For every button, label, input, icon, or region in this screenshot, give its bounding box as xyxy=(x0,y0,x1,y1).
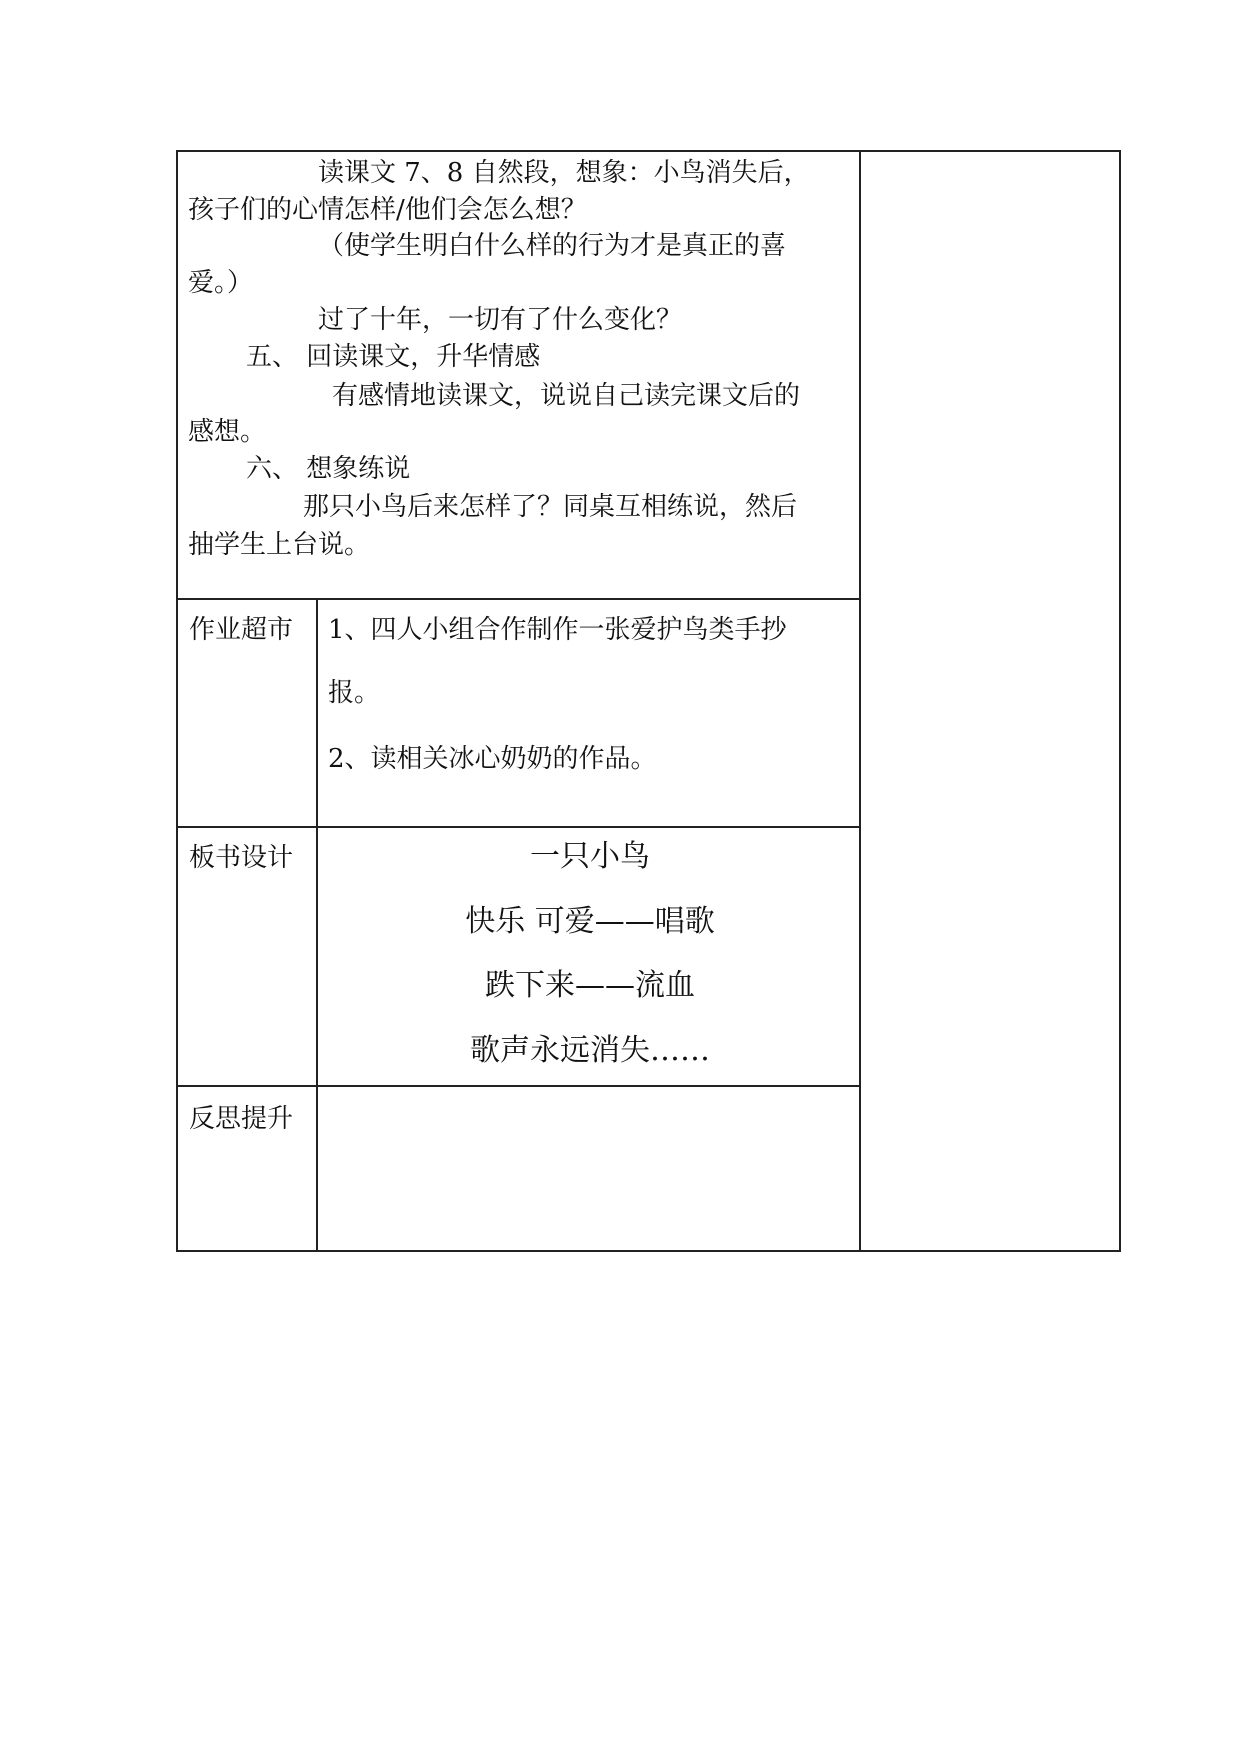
table-row-divider-3 xyxy=(176,1085,861,1087)
section-heading-6: 六、 想象练说 xyxy=(246,454,411,484)
lesson-paragraph-4-line-2: 感想。 xyxy=(188,417,267,447)
lesson-paragraph-4-line-1: 有感情地读课文，说说自己读完课文后的 xyxy=(332,381,801,411)
board-line-3: 跌下来——流血 xyxy=(485,968,695,1003)
reflection-label: 反思提升 xyxy=(189,1104,294,1134)
homework-item-1-line-1: 1、四人小组合作制作一张爱护鸟类手抄 xyxy=(328,615,787,645)
lesson-paragraph-1-line-1: 读课文 7、8 自然段，想象：小鸟消失后， xyxy=(318,158,810,188)
board-line-2: 快乐 可爱——唱歌 xyxy=(465,904,715,939)
homework-item-2: 2、读相关冰心奶奶的作品。 xyxy=(328,744,657,774)
lesson-paragraph-5-line-2: 抽学生上台说。 xyxy=(188,530,371,560)
lesson-paragraph-3: 过了十年，一切有了什么变化？ xyxy=(318,305,683,335)
board-line-1: 一只小鸟 xyxy=(530,839,650,874)
lesson-paragraph-2-line-2: 爱。） xyxy=(188,268,254,298)
section-heading-5: 五、 回读课文，升华情感 xyxy=(246,342,541,372)
lesson-paragraph-1-line-2: 孩子们的心情怎样/他们会怎么想？ xyxy=(188,195,587,225)
lesson-paragraph-5-line-1: 那只小鸟后来怎样了？同桌互相练说，然后 xyxy=(303,492,798,522)
homework-item-1-line-2: 报。 xyxy=(328,678,381,708)
board-line-4: 歌声永远消失…… xyxy=(470,1033,710,1068)
table-border-top xyxy=(176,150,1121,152)
board-design-label: 板书设计 xyxy=(189,843,294,873)
table-border-right xyxy=(1119,150,1121,1252)
table-row-divider-1 xyxy=(176,598,861,600)
lesson-paragraph-2-line-1: （使学生明白什么样的行为才是真正的喜 xyxy=(318,231,787,261)
homework-label: 作业超市 xyxy=(189,615,294,645)
table-row-divider-2 xyxy=(176,826,861,828)
